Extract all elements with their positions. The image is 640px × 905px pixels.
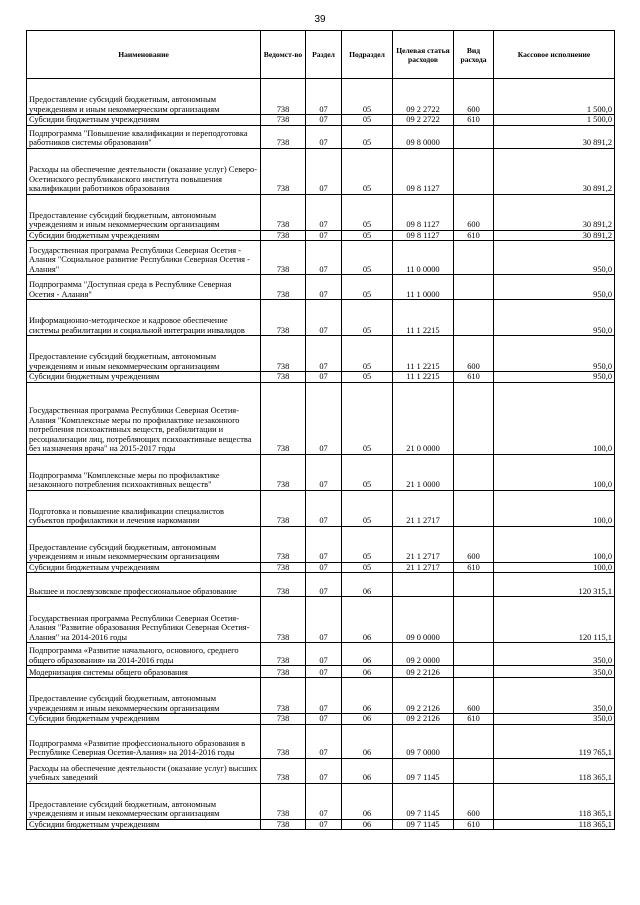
row-subsection: 05 <box>342 526 393 562</box>
row-expense-type <box>454 275 494 300</box>
row-expense-type: 600 <box>454 783 494 819</box>
table-row <box>27 573 615 597</box>
row-section: 07 <box>306 79 342 115</box>
row-name: Субсидии бюджетным учреждениям <box>27 714 261 725</box>
row-department: 738 <box>261 79 306 115</box>
row-cash-execution: 1 500,0 <box>494 115 615 126</box>
table-row <box>27 678 615 714</box>
row-cash-execution: 100,0 <box>494 382 615 454</box>
row-name: Предоставление субсидий бюджетным, автономным учреждениям и иным некоммерческим организациям <box>27 526 261 562</box>
row-name: Подпрограмма «Развитие начального, основного, среднего общего образования» на 2014-2016 годы <box>27 643 261 666</box>
row-section: 07 <box>306 148 342 194</box>
row-expense-type: 600 <box>454 79 494 115</box>
row-target-article: 09 7 1145 <box>393 758 454 783</box>
row-department: 738 <box>261 115 306 126</box>
page-number: 39 <box>314 14 326 25</box>
row-target-article: 09 2 0000 <box>393 643 454 666</box>
header-section: Раздел <box>306 31 342 79</box>
table-row <box>27 382 615 454</box>
row-department: 738 <box>261 758 306 783</box>
row-department: 738 <box>261 336 306 372</box>
table-row <box>27 79 615 115</box>
row-target-article <box>393 573 454 597</box>
row-subsection: 06 <box>342 643 393 666</box>
row-department: 738 <box>261 148 306 194</box>
table-row <box>27 230 615 241</box>
row-section: 07 <box>306 526 342 562</box>
header-target-article: Целевая статья расходов <box>393 31 454 79</box>
header-department: Ведомст-во <box>261 31 306 79</box>
row-target-article: 09 2 2126 <box>393 678 454 714</box>
table-row <box>27 148 615 194</box>
row-section: 07 <box>306 758 342 783</box>
row-target-article: 09 2 2722 <box>393 79 454 115</box>
row-target-article: 09 8 1127 <box>393 194 454 230</box>
row-department: 738 <box>261 597 306 643</box>
row-target-article: 09 0 0000 <box>393 597 454 643</box>
row-name: Предоставление субсидий бюджетным, автономным учреждениям и иным некоммерческим организациям <box>27 336 261 372</box>
table-row <box>27 714 615 725</box>
table-row <box>27 115 615 126</box>
row-cash-execution: 350,0 <box>494 643 615 666</box>
row-section: 07 <box>306 573 342 597</box>
row-section: 07 <box>306 597 342 643</box>
table-row <box>27 562 615 573</box>
row-expense-type: 610 <box>454 230 494 241</box>
table-row <box>27 372 615 383</box>
row-section: 07 <box>306 336 342 372</box>
table-row <box>27 490 615 526</box>
row-target-article: 21 1 0000 <box>393 454 454 490</box>
row-name: Предоставление субсидий бюджетным, автономным учреждениям и иным некоммерческим организациям <box>27 194 261 230</box>
row-target-article: 09 2 2722 <box>393 115 454 126</box>
table-row <box>27 526 615 562</box>
row-target-article: 09 7 0000 <box>393 724 454 758</box>
table-row <box>27 783 615 819</box>
row-cash-execution: 100,0 <box>494 454 615 490</box>
row-expense-type: 610 <box>454 562 494 573</box>
row-section: 07 <box>306 275 342 300</box>
row-cash-execution: 100,0 <box>494 562 615 573</box>
row-department: 738 <box>261 275 306 300</box>
row-cash-execution: 118 365,1 <box>494 758 615 783</box>
row-cash-execution: 350,0 <box>494 714 615 725</box>
table-row <box>27 125 615 148</box>
row-department: 738 <box>261 783 306 819</box>
row-section: 07 <box>306 115 342 126</box>
row-name: Субсидии бюджетным учреждениям <box>27 115 261 126</box>
row-cash-execution: 120 315,1 <box>494 573 615 597</box>
row-expense-type <box>454 125 494 148</box>
row-department: 738 <box>261 819 306 830</box>
row-expense-type: 600 <box>454 194 494 230</box>
table-row <box>27 597 615 643</box>
row-cash-execution: 950,0 <box>494 372 615 383</box>
row-expense-type: 610 <box>454 819 494 830</box>
row-subsection: 05 <box>342 230 393 241</box>
row-name: Субсидии бюджетным учреждениям <box>27 819 261 830</box>
row-section: 07 <box>306 241 342 275</box>
row-section: 07 <box>306 724 342 758</box>
row-cash-execution: 119 765,1 <box>494 724 615 758</box>
row-target-article: 09 8 0000 <box>393 125 454 148</box>
row-name: Подготовка и повышение квалификации специалистов субъектов профилактики и лечения наркомании <box>27 490 261 526</box>
table-row <box>27 819 615 830</box>
row-cash-execution: 118 365,1 <box>494 819 615 830</box>
row-target-article: 09 2 2126 <box>393 666 454 678</box>
row-section: 07 <box>306 230 342 241</box>
row-expense-type <box>454 382 494 454</box>
row-section: 07 <box>306 300 342 336</box>
row-cash-execution: 950,0 <box>494 336 615 372</box>
row-subsection: 05 <box>342 454 393 490</box>
row-department: 738 <box>261 573 306 597</box>
table-row <box>27 643 615 666</box>
row-name: Подпрограмма "Повышение квалификации и переподготовка работников системы образования" <box>27 125 261 148</box>
row-subsection: 06 <box>342 819 393 830</box>
row-department: 738 <box>261 643 306 666</box>
row-section: 07 <box>306 562 342 573</box>
row-subsection: 05 <box>342 372 393 383</box>
table-row <box>27 241 615 275</box>
row-section: 07 <box>306 454 342 490</box>
header-name: Наименование <box>27 31 261 79</box>
row-cash-execution: 350,0 <box>494 678 615 714</box>
table-row <box>27 275 615 300</box>
row-name: Субсидии бюджетным учреждениям <box>27 562 261 573</box>
row-expense-type: 600 <box>454 336 494 372</box>
row-target-article: 09 8 1127 <box>393 148 454 194</box>
row-subsection: 05 <box>342 490 393 526</box>
row-subsection: 05 <box>342 125 393 148</box>
row-subsection: 05 <box>342 241 393 275</box>
row-section: 07 <box>306 382 342 454</box>
row-target-article: 11 1 2215 <box>393 300 454 336</box>
row-target-article: 21 1 2717 <box>393 562 454 573</box>
row-department: 738 <box>261 526 306 562</box>
row-name: Подпрограмма "Комплексные меры по профилактике незаконного потребления психоактивных веществ" <box>27 454 261 490</box>
row-expense-type <box>454 643 494 666</box>
row-name: Предоставление субсидий бюджетным, автономным учреждениям и иным некоммерческим организациям <box>27 783 261 819</box>
row-department: 738 <box>261 125 306 148</box>
row-section: 07 <box>306 666 342 678</box>
row-subsection: 05 <box>342 79 393 115</box>
row-cash-execution: 350,0 <box>494 666 615 678</box>
row-department: 738 <box>261 490 306 526</box>
row-department: 738 <box>261 562 306 573</box>
row-name: Предоставление субсидий бюджетным, автономным учреждениям и иным некоммерческим организациям <box>27 79 261 115</box>
row-expense-type <box>454 573 494 597</box>
row-department: 738 <box>261 678 306 714</box>
row-expense-type <box>454 300 494 336</box>
row-target-article: 09 7 1145 <box>393 819 454 830</box>
row-subsection: 06 <box>342 714 393 725</box>
table-row <box>27 194 615 230</box>
row-target-article: 11 0 0000 <box>393 241 454 275</box>
row-expense-type <box>454 454 494 490</box>
row-expense-type: 610 <box>454 115 494 126</box>
row-department: 738 <box>261 372 306 383</box>
row-cash-execution: 30 891,2 <box>494 230 615 241</box>
row-department: 738 <box>261 724 306 758</box>
row-cash-execution: 100,0 <box>494 526 615 562</box>
row-target-article: 11 1 2215 <box>393 372 454 383</box>
row-section: 07 <box>306 678 342 714</box>
header-cash-execution: Кассовое исполнение <box>494 31 615 79</box>
row-target-article: 11 1 0000 <box>393 275 454 300</box>
row-section: 07 <box>306 372 342 383</box>
row-target-article: 09 2 2126 <box>393 714 454 725</box>
row-cash-execution: 1 500,0 <box>494 79 615 115</box>
header-expense-type: Вид расхода <box>454 31 494 79</box>
row-name: Субсидии бюджетным учреждениям <box>27 372 261 383</box>
row-target-article: 21 0 0000 <box>393 382 454 454</box>
row-cash-execution: 120 115,1 <box>494 597 615 643</box>
row-subsection: 05 <box>342 300 393 336</box>
row-subsection: 06 <box>342 597 393 643</box>
header-subsection: Подраздел <box>342 31 393 79</box>
row-department: 738 <box>261 454 306 490</box>
table-header-row <box>27 31 615 79</box>
row-section: 07 <box>306 783 342 819</box>
row-cash-execution: 950,0 <box>494 275 615 300</box>
row-section: 07 <box>306 194 342 230</box>
row-subsection: 05 <box>342 382 393 454</box>
row-department: 738 <box>261 241 306 275</box>
row-cash-execution: 30 891,2 <box>494 148 615 194</box>
row-subsection: 05 <box>342 336 393 372</box>
row-name: Модернизация системы общего образования <box>27 666 261 678</box>
row-section: 07 <box>306 490 342 526</box>
table-row <box>27 666 615 678</box>
row-expense-type: 600 <box>454 526 494 562</box>
row-subsection: 06 <box>342 758 393 783</box>
row-name: Подпрограмма "Доступная среда в Республике Северная Осетия - Алания" <box>27 275 261 300</box>
row-subsection: 06 <box>342 573 393 597</box>
row-section: 07 <box>306 125 342 148</box>
row-name: Расходы на обеспечение деятельности (оказание услуг) Северо-Осетинского республиканского института повышения квалификации работников образования <box>27 148 261 194</box>
row-subsection: 05 <box>342 115 393 126</box>
row-name: Государственная программа Республики Северная Осетия-Алания "Развитие образования Республики Северная Осетия-Алания" на 2014-2016 годы <box>27 597 261 643</box>
row-subsection: 05 <box>342 148 393 194</box>
row-subsection: 05 <box>342 194 393 230</box>
row-department: 738 <box>261 230 306 241</box>
table-row <box>27 336 615 372</box>
row-department: 738 <box>261 194 306 230</box>
row-subsection: 05 <box>342 275 393 300</box>
row-subsection: 05 <box>342 562 393 573</box>
row-name: Информационно-методическое и кадровое обеспечение системы реабилитации и социальной интеграции инвалидов <box>27 300 261 336</box>
row-cash-execution: 950,0 <box>494 300 615 336</box>
row-subsection: 06 <box>342 666 393 678</box>
row-section: 07 <box>306 643 342 666</box>
table-row <box>27 758 615 783</box>
row-expense-type: 610 <box>454 714 494 725</box>
row-cash-execution: 118 365,1 <box>494 783 615 819</box>
table-row <box>27 724 615 758</box>
row-department: 738 <box>261 714 306 725</box>
row-target-article: 21 1 2717 <box>393 526 454 562</box>
row-expense-type <box>454 148 494 194</box>
row-expense-type <box>454 241 494 275</box>
row-subsection: 06 <box>342 783 393 819</box>
row-name: Расходы на обеспечение деятельности (оказание услуг) высших учебных заведений <box>27 758 261 783</box>
row-department: 738 <box>261 300 306 336</box>
row-department: 738 <box>261 382 306 454</box>
row-name: Предоставление субсидий бюджетным, автономным учреждениям и иным некоммерческим организациям <box>27 678 261 714</box>
row-department: 738 <box>261 666 306 678</box>
row-target-article: 09 8 1127 <box>393 230 454 241</box>
row-cash-execution: 100,0 <box>494 490 615 526</box>
row-cash-execution: 950,0 <box>494 241 615 275</box>
row-name: Государственная программа Республики Северная Осетия - Алания "Социальное развитие Республики Северная Осетия - Алания" <box>27 241 261 275</box>
row-expense-type <box>454 597 494 643</box>
row-expense-type: 610 <box>454 372 494 383</box>
row-target-article: 21 1 2717 <box>393 490 454 526</box>
row-subsection: 06 <box>342 724 393 758</box>
table-row <box>27 454 615 490</box>
row-expense-type: 600 <box>454 678 494 714</box>
budget-table <box>26 30 615 830</box>
row-expense-type <box>454 758 494 783</box>
row-cash-execution: 30 891,2 <box>494 125 615 148</box>
row-section: 07 <box>306 714 342 725</box>
row-cash-execution: 30 891,2 <box>494 194 615 230</box>
row-expense-type <box>454 666 494 678</box>
row-name: Субсидии бюджетным учреждениям <box>27 230 261 241</box>
row-expense-type <box>454 490 494 526</box>
row-target-article: 09 7 1145 <box>393 783 454 819</box>
row-name: Подпрограмма «Развитие профессионального образования в Республике Северная Осетия-Алания» на 2014-2016 годы <box>27 724 261 758</box>
row-expense-type <box>454 724 494 758</box>
table-row <box>27 300 615 336</box>
row-name: Государственная программа Республики Северная Осетия-Алания "Комплексные меры по профилактике незаконного потребления психоактивных веществ, реабилитации и ресоциализации лиц, потребляющих психоактивные вещества без назначения врача" на 2015-2017 годы <box>27 382 261 454</box>
row-subsection: 06 <box>342 678 393 714</box>
row-target-article: 11 1 2215 <box>393 336 454 372</box>
row-name: Высшее и послевузовское профессиональное образование <box>27 573 261 597</box>
row-section: 07 <box>306 819 342 830</box>
